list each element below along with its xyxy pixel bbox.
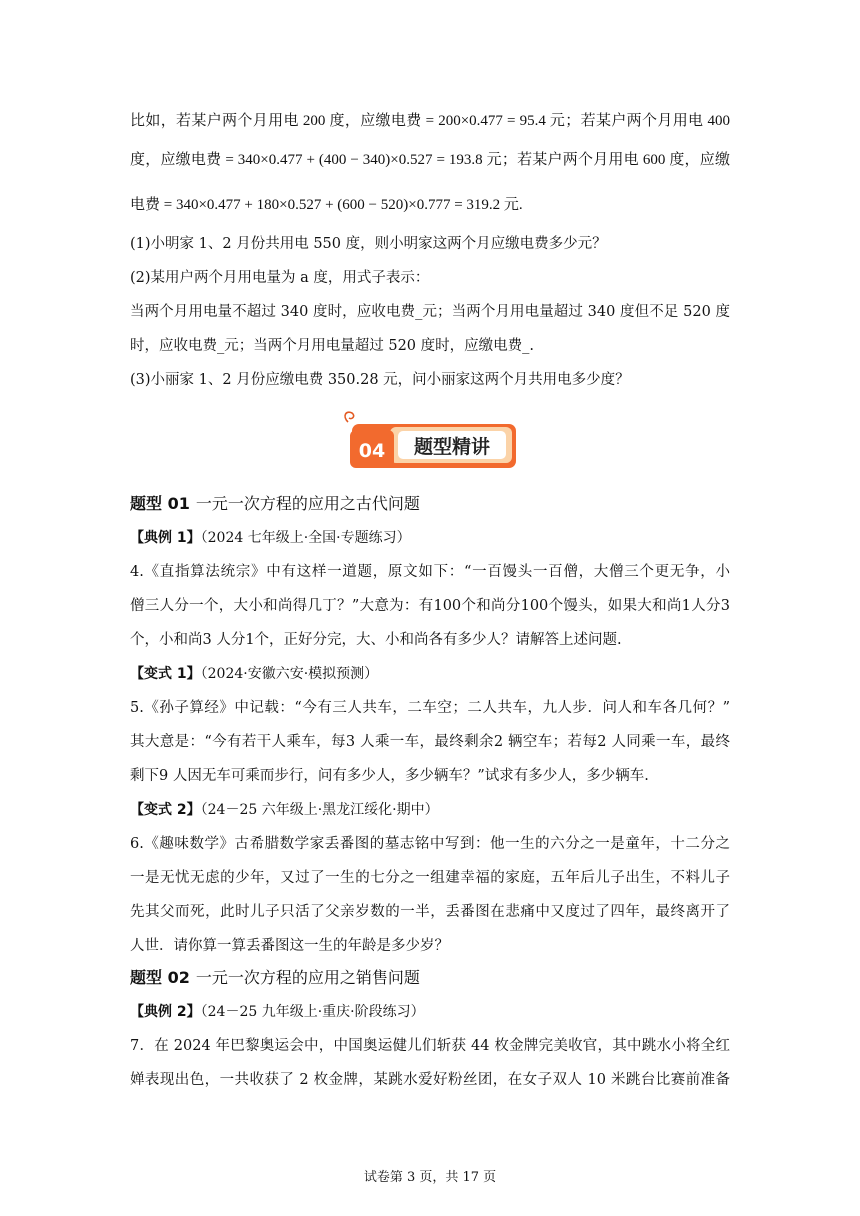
problem-4-line-2: 僧三人分一个，大小和尚得几丁？”大意为：有100个和尚分100个馒头，如果大和尚1人分3 bbox=[130, 598, 730, 614]
problem-4-line-1: 4.《直指算法统宗》中有这样一道题，原文如下：“一百馒头一百僧，大僧三个更无争，小 bbox=[130, 564, 730, 580]
variant-2-tag-line bbox=[130, 800, 439, 820]
example-2-source: （24－25 九年级上·重庆·阶段练习） bbox=[200, 1004, 425, 1020]
intro-line-1: 比如，若某户两个月用电 200 度，应缴电费 = 200×0.477 = 95.4 元；若某户两个月用电 400 bbox=[130, 113, 730, 129]
banner-graphic bbox=[340, 410, 520, 472]
problem-7-line-2: 婵表现出色，一共收获了 2 枚金牌，某跳水爱好粉丝团，在女子双人 10 米跳台比赛前准备 bbox=[130, 1072, 730, 1088]
type-02-label: 题型 02 bbox=[130, 968, 190, 987]
example-2-tag-line bbox=[130, 1002, 425, 1022]
section-banner bbox=[340, 410, 520, 472]
problem-5-line-3: 剩下9 人因无车可乘而步行，问有多少人，多少辆车？”试求有多少人，多少辆车. bbox=[130, 768, 649, 784]
intro-line-2: 度，应缴电费 = 340×0.477 + (400 − 340)×0.527 = 193.8 元；若某户两个月用电 600 度，应缴 bbox=[130, 152, 730, 168]
intro-line-3: 电费 = 340×0.477 + 180×0.527 + (600 − 520)×0.777 = 319.2 元. bbox=[130, 197, 523, 213]
type-02-title: 一元一次方程的应用之销售问题 bbox=[195, 968, 420, 987]
problem-6-line-4: 人世．请你算一算丢番图这一生的年龄是多少岁？ bbox=[130, 938, 449, 954]
example-2-tag: 【典例 2】 bbox=[130, 1004, 201, 1020]
variant-2-source: （24－25 六年级上·黑龙江绥化·期中） bbox=[200, 802, 439, 818]
banner-title: 题型精讲 bbox=[413, 436, 491, 458]
variant-1-source: （2024·安徽六安·模拟预测） bbox=[200, 666, 379, 682]
example-1-source: （2024 七年级上·全国·专题练习） bbox=[200, 530, 411, 546]
problem-7-line-1: 7．在 2024 年巴黎奥运会中，中国奥运健儿们斩获 44 枚金牌完美收官，其中跳水小将全红 bbox=[130, 1038, 730, 1054]
type-01-heading bbox=[130, 494, 420, 514]
question-3: (3)小丽家 1、2 月份应缴电费 350.28 元，问小丽家这两个月共用电多少度？ bbox=[130, 372, 630, 388]
variant-2-tag: 【变式 2】 bbox=[130, 802, 201, 818]
problem-4-line-3: 个，小和尚3 人分1个，正好分完，大、小和尚各有多少人？请解答上述问题. bbox=[130, 632, 622, 648]
banner-curl-icon bbox=[345, 412, 354, 422]
banner-number: 04 bbox=[358, 440, 386, 462]
variant-1-tag-line bbox=[130, 664, 378, 684]
problem-5-line-1: 5.《孙子算经》中记载：“今有三人共车，二车空；二人共车，九人步．问人和车各几何？” bbox=[130, 700, 730, 716]
type-01-title: 一元一次方程的应用之古代问题 bbox=[195, 494, 420, 513]
type-02-heading bbox=[130, 968, 420, 988]
question-2-line-1: 当两个月用电量不超过 340 度时，应收电费_元；当两个月用电量超过 340 度但不足 520 度 bbox=[130, 304, 730, 320]
problem-6-line-2: 一是无忧无虑的少年，又过了一生的七分之一组建幸福的家庭，五年后儿子出生，不料儿子 bbox=[130, 870, 730, 886]
question-2-line-2: 时，应收电费_元；当两个月用电量超过 520 度时，应缴电费_. bbox=[130, 338, 535, 354]
example-1-tag-line bbox=[130, 528, 411, 548]
problem-6-line-3: 先其父而死，此时儿子只活了父亲岁数的一半，丢番图在悲痛中又度过了四年，最终离开了 bbox=[130, 904, 730, 920]
page-footer: 试卷第 3 页，共 17 页 bbox=[363, 1170, 497, 1185]
question-1: (1)小明家 1、2 月份共用电 550 度，则小明家这两个月应缴电费多少元？ bbox=[130, 236, 607, 252]
problem-6-line-1: 6.《趣味数学》古希腊数学家丢番图的墓志铭中写到：他一生的六分之一是童年，十二分之 bbox=[130, 836, 730, 852]
question-2: (2)某用户两个月用电量为 a 度，用式子表示： bbox=[130, 270, 430, 286]
variant-1-tag: 【变式 1】 bbox=[130, 666, 201, 682]
example-1-tag: 【典例 1】 bbox=[130, 530, 201, 546]
type-01-label: 题型 01 bbox=[130, 494, 190, 513]
problem-5-line-2: 其大意是：“今有若干人乘车，每3 人乘一车，最终剩余2 辆空车；若每2 人同乘一车，最终 bbox=[130, 734, 730, 750]
